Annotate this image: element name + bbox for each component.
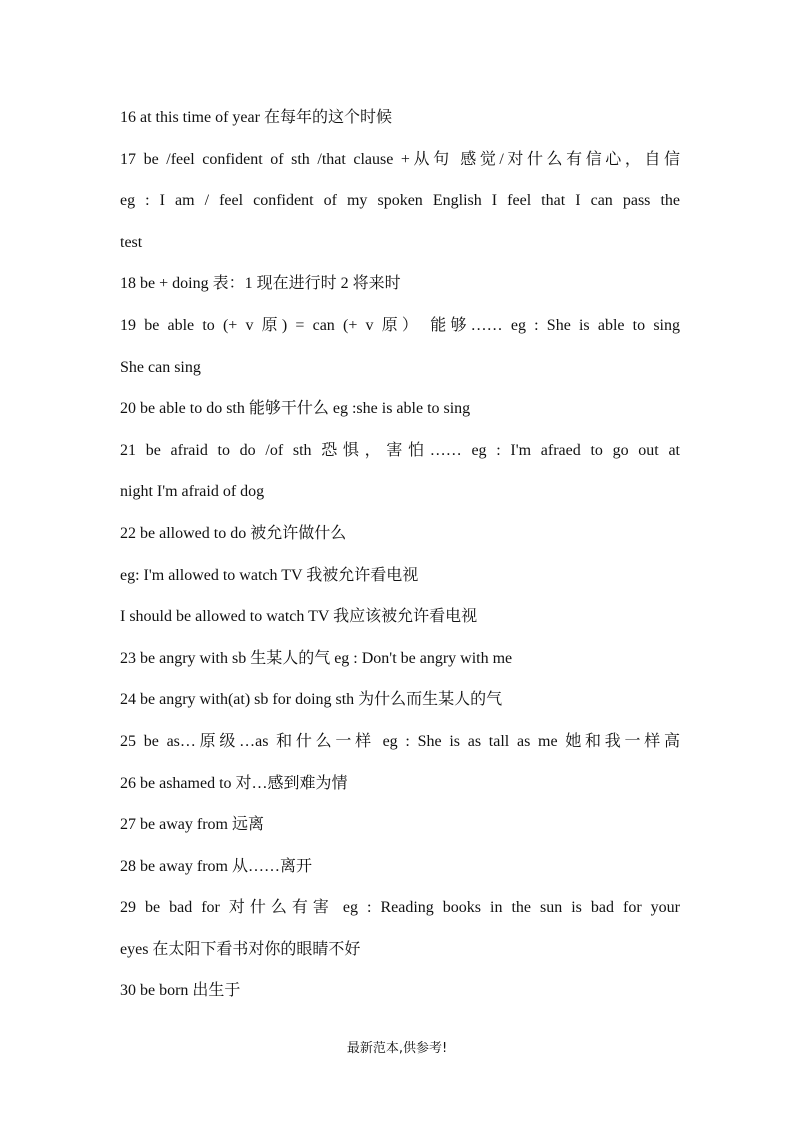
text-line-17-example: eg : I am / feel confident of my spoken English I feel that I can pass the: [120, 192, 680, 210]
text-line-19: 19 be able to (+ v 原) = can (+ v 原） 能够…… eg : She is able to sing: [120, 316, 680, 334]
text-line-27: 27 be away from 远离: [120, 816, 264, 834]
text-line-29: 29 be bad for 对什么有害 eg : Reading books in the sun is bad for your: [120, 899, 680, 917]
text-line-22: 22 be allowed to do 被允许做什么: [120, 524, 347, 542]
text-line-17: 17 be /feel confident of sth /that clause +从句 感觉/对什么有信心，自信: [120, 150, 680, 168]
text-line-23: 23 be angry with sb 生某人的气 eg : Don't be angry with me: [120, 649, 513, 667]
text-line-26: 26 be ashamed to 对…感到难为情: [120, 774, 348, 792]
page-footer: 最新范本,供参考!: [346, 1041, 448, 1056]
text-line-16: 16 at this time of year 在每年的这个时候: [120, 109, 392, 126]
text-line-19-continued: She can sing: [120, 358, 201, 376]
text-line-20: 20 be able to do sth 能够干什么 eg :she is able to sing: [120, 400, 471, 418]
text-line-22-example-2: I should be allowed to watch TV 我应该被允许看电视: [120, 608, 478, 626]
text-line-18: 18 be + doing 表：1 现在进行时 2 将来时: [120, 275, 401, 293]
text-line-21-continued: night I'm afraid of dog: [120, 483, 265, 501]
text-line-30: 30 be born 出生于: [120, 982, 241, 1000]
text-line-29-continued: eyes 在太阳下看书对你的眼睛不好: [120, 940, 361, 958]
text-line-22-example-1: eg: I'm allowed to watch TV 我被允许看电视: [120, 566, 419, 584]
text-line-24: 24 be angry with(at) sb for doing sth 为什么而生某人的气: [120, 691, 503, 709]
text-line-17-continued: test: [120, 233, 143, 251]
text-line-25: 25 be as…原级…as 和什么一样 eg : She is as tall as me 她和我一样高: [120, 732, 680, 750]
document-body: [120, 97, 680, 1012]
text-line-28: 28 be away from 从……离开: [120, 857, 312, 875]
text-line-21: 21 be afraid to do /of sth 恐惧，害怕…… eg : I'm afraed to go out at: [120, 441, 680, 459]
